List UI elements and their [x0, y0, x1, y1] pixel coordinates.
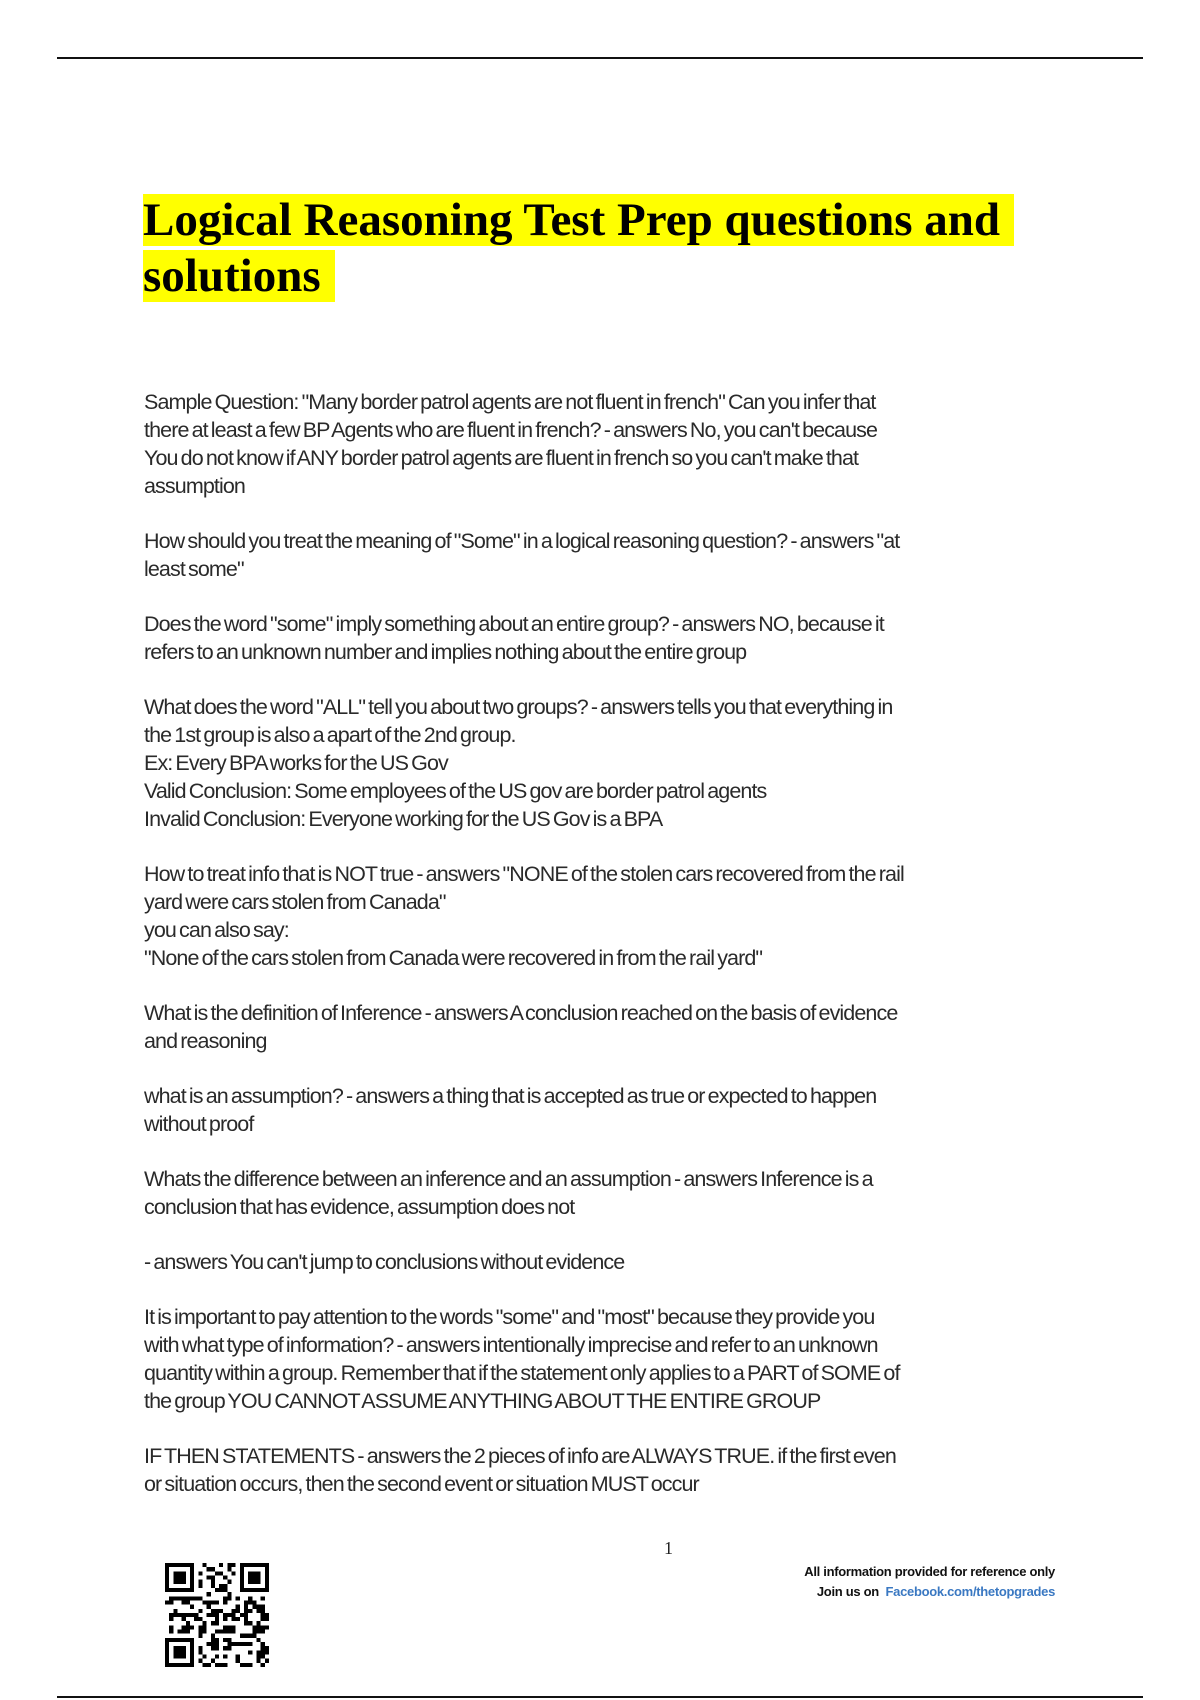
text-line: and reasoning [144, 1029, 267, 1053]
text-line: It is important to pay attention to the words "some" and "most" because they provide you [144, 1305, 875, 1329]
document-title [143, 192, 1043, 304]
text-line: conclusion that has evidence, assumption does not [144, 1195, 575, 1219]
text-line: what is an assumption? - answers a thing that is accepted as true or expected to happen [144, 1084, 877, 1108]
text-line: least some" [144, 557, 244, 581]
text-line: What does the word "ALL" tell you about two groups? - answers tells you that everything in [144, 695, 893, 719]
text-line: What is the definition of Inference - answers A conclusion reached on the basis of evidence [144, 1001, 898, 1025]
text-line: you can also say: [144, 918, 289, 942]
text-line: there at least a few BP Agents who are fluent in french? - answers No, you can't because [144, 418, 878, 442]
qa-paragraph [144, 1248, 1074, 1276]
top-rule [57, 57, 1143, 59]
text-line: Whats the difference between an inference and an assumption - answers Inference is a [144, 1167, 873, 1191]
qa-paragraph [144, 388, 1074, 500]
text-line: Invalid Conclusion: Everyone working for the US Gov is a BPA [144, 807, 663, 831]
disclaimer-text: All information provided for reference only [804, 1564, 1055, 1579]
text-line: You do not know if ANY border patrol agents are fluent in french so you can't make that [144, 446, 859, 470]
page-number: 1 [664, 1538, 673, 1558]
qa-paragraph [144, 860, 1074, 972]
qa-paragraph [144, 527, 1074, 583]
text-line: or situation occurs, then the second event or situation MUST occur [144, 1472, 699, 1496]
text-line: yard were cars stolen from Canada" [144, 890, 446, 914]
document-body [144, 388, 1074, 1525]
text-line: Sample Question: "Many border patrol agents are not fluent in french" Can you infer that [144, 390, 876, 414]
text-line: Ex: Every BPA works for the US Gov [144, 751, 448, 775]
text-line: the 1st group is also a apart of the 2nd group. [144, 723, 516, 747]
qa-paragraph [144, 610, 1074, 666]
text-line: - answers You can't jump to conclusions without evidence [144, 1250, 625, 1274]
text-line: quantity within a group. Remember that if the statement only applies to a PART of SOME of [144, 1361, 900, 1385]
text-line: IF THEN STATEMENTS - answers the 2 pieces of info are ALWAYS TRUE. if the first even [144, 1444, 896, 1468]
text-line: refers to an unknown number and implies nothing about the entire group [144, 640, 747, 664]
qr-code-icon [165, 1563, 269, 1667]
text-line: How to treat info that is NOT true - answers "NONE of the stolen cars recovered from the rail [144, 862, 904, 886]
join-text: Join us on [816, 1584, 879, 1599]
qa-paragraph [144, 1303, 1074, 1415]
qa-paragraph [144, 1442, 1074, 1498]
text-line: Valid Conclusion: Some employees of the US gov are border patrol agents [144, 779, 767, 803]
qa-paragraph [144, 1165, 1074, 1221]
text-line: assumption [144, 474, 245, 498]
text-line: How should you treat the meaning of "Some" in a logical reasoning question? - answers "at [144, 529, 900, 553]
text-line: with what type of information? - answers intentionally imprecise and refer to an unknown [144, 1333, 878, 1357]
footer-note [804, 1562, 1055, 1602]
bottom-rule [57, 1696, 1143, 1698]
text-line: the group YOU CANNOT ASSUME ANYTHING ABOUT THE ENTIRE GROUP [144, 1389, 821, 1413]
text-line: "None of the cars stolen from Canada were recovered in from the rail yard" [144, 946, 763, 970]
qa-paragraph [144, 999, 1074, 1055]
text-line: Does the word "some" imply something about an entire group? - answers NO, because it [144, 612, 884, 636]
text-line: without proof [144, 1112, 254, 1136]
facebook-link[interactable]: Facebook.com/thetopgrades [885, 1584, 1055, 1599]
join-line [804, 1582, 1055, 1602]
title-text: Logical Reasoning Test Prep questions and solutions [143, 194, 1014, 302]
qa-paragraph [144, 693, 1074, 833]
qa-paragraph [144, 1082, 1074, 1138]
